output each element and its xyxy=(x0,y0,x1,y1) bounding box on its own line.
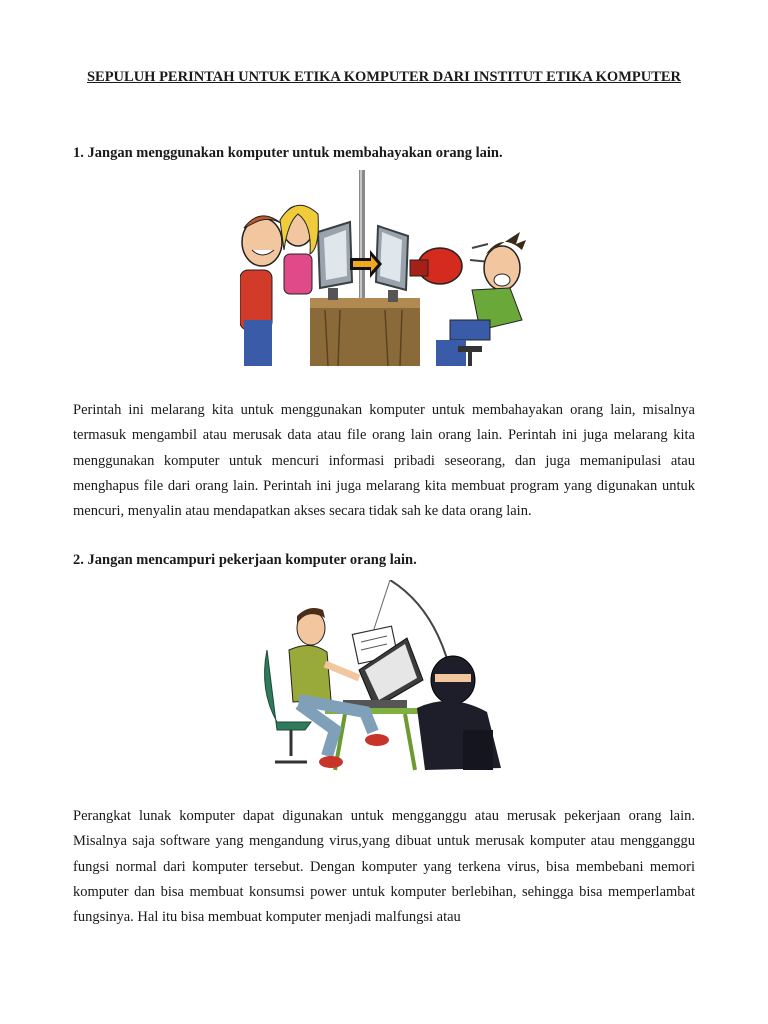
section-2-illustration xyxy=(255,580,520,776)
section-1-paragraph: Perintah ini melarang kita untuk menggunakan komputer untuk membahayakan orang lain, misalnya termasuk mengambil atau merusak data atau file orang lain orang lain. Perintah ini juga melarang kita menggunakan komputer untuk mencuri informasi pribadi seseorang, dan juga memanipulasi atau menghapus file dari orang lain. Perintah ini juga melarang kita membuat program yang digunakan untuk mencuri, menyalin atau mendapatkan akses secara tidak sah ke data orang lain. xyxy=(73,402,695,520)
section-1-heading: 1. Jangan menggunakan komputer untuk membahayakan orang lain. xyxy=(73,145,503,161)
section-2-heading: 2. Jangan mencampuri pekerjaan komputer orang lain. xyxy=(73,552,417,568)
section-1-illustration xyxy=(240,170,528,366)
document-title: SEPULUH PERINTAH UNTUK ETIKA KOMPUTER DARI INSTITUT ETIKA KOMPUTER xyxy=(86,69,682,85)
section-2-paragraph: Perangkat lunak komputer dapat digunakan untuk mengganggu atau merusak pekerjaan orang lain. Misalnya saja software yang mengandung virus,yang dibuat untuk merusak komputer atau mengganggu fungsi normal dari komputer tersebut. Dengan komputer yang terkena virus, bisa membebani memori komputer dan bisa membuat konsumsi power untuk komputer berlebihan, sehingga bisa memperlambat fungsinya. Hal itu bisa membuat komputer menjadi malfungsi atau xyxy=(73,808,695,926)
